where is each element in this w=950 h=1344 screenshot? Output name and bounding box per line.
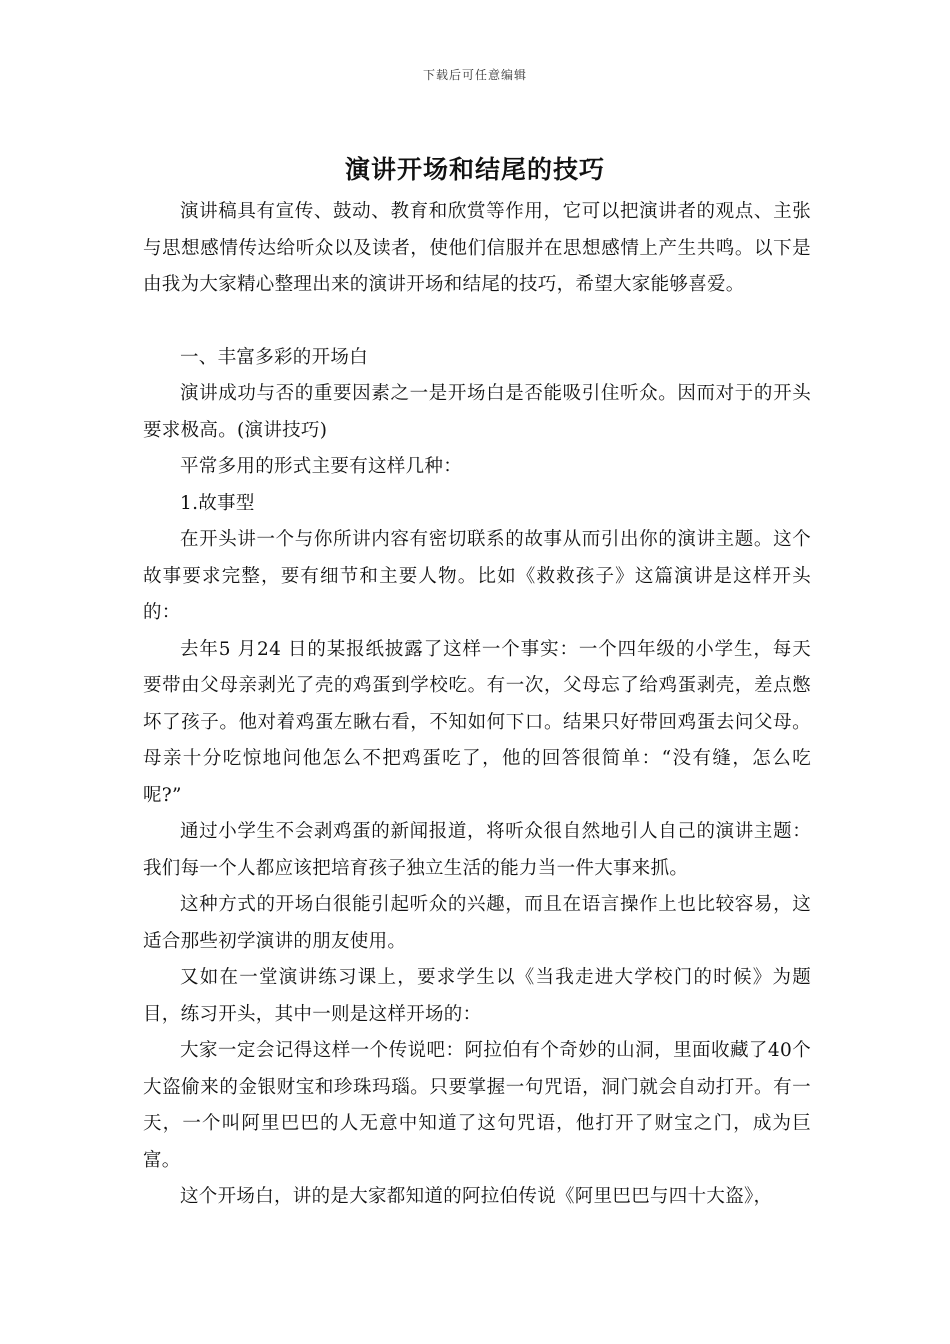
paragraph-quote: 去年5 月24 日的某报纸披露了这样一个事实：一个四年级的小学生，每天要带由父母亲剥光了壳的鸡蛋到学校吃。有一次，父母忘了给鸡蛋剥壳，差点憋坏了孩子。他对着鸡蛋左瞅右看，不知如何下口。结果只好带回鸡蛋去问父母。母亲十分吃惊地问他怎么不把鸡蛋吃了，他的回答很简单：“没有缝，怎么吃呢?”	[143, 638, 811, 806]
paragraph-quote: 大家一定会记得这样一个传说吧：阿拉伯有个奇妙的山洞，里面收藏了40个大盗偷来的金银财宝和珍珠玛瑙。只要掌握一句咒语，洞门就会自动打开。有一天，一个叫阿里巴巴的人无意中知道了这句咒语，他打开了财宝之门，成为巨富。	[143, 1040, 811, 1171]
paragraph: 在开头讲一个与你所讲内容有密切联系的故事从而引出你的演讲主题。这个故事要求完整，要有细节和主要人物。比如《救救孩子》这篇演讲是这样开头的：	[143, 529, 811, 623]
paragraph: 演讲成功与否的重要因素之一是开场白是否能吸引住听众。因而对于的开头要求极高。(演讲技巧)	[143, 383, 811, 441]
paragraph: 通过小学生不会剥鸡蛋的新闻报道，将听众很自然地引人自己的演讲主题：我们每一个人都应该把培育孩子独立生活的能力当一件大事来抓。	[143, 821, 811, 879]
paragraph: 这个开场白，讲的是大家都知道的阿拉伯传说《阿里巴巴与四十大盗》，	[180, 1186, 773, 1207]
paragraph: 又如在一堂演讲练习课上，要求学生以《当我走进大学校门的时候》为题目，练习开头，其中一则是这样开场的：	[143, 967, 811, 1025]
subsection-heading: 1.故事型	[180, 492, 255, 514]
paragraph: 这种方式的开场白很能引起听众的兴趣，而且在语言操作上也比较容易，这适合那些初学演讲的朋友使用。	[143, 894, 811, 952]
header-note: 下载后可任意编辑	[422, 68, 527, 82]
paragraph: 平常多用的形式主要有这样几种：	[180, 456, 463, 477]
document-title: 演讲开场和结尾的技巧	[344, 155, 605, 184]
paragraph-intro: 演讲稿具有宣传、鼓动、教育和欣赏等作用，它可以把演讲者的观点、主张与思想感情传达给听众以及读者，使他们信服并在思想感情上产生共鸣。以下是由我为大家精心整理出来的演讲开场和结尾的技巧，希望大家能够喜爱。	[143, 201, 811, 295]
document-body	[143, 194, 811, 1216]
section-heading: 一、丰富多彩的开场白	[180, 346, 369, 368]
